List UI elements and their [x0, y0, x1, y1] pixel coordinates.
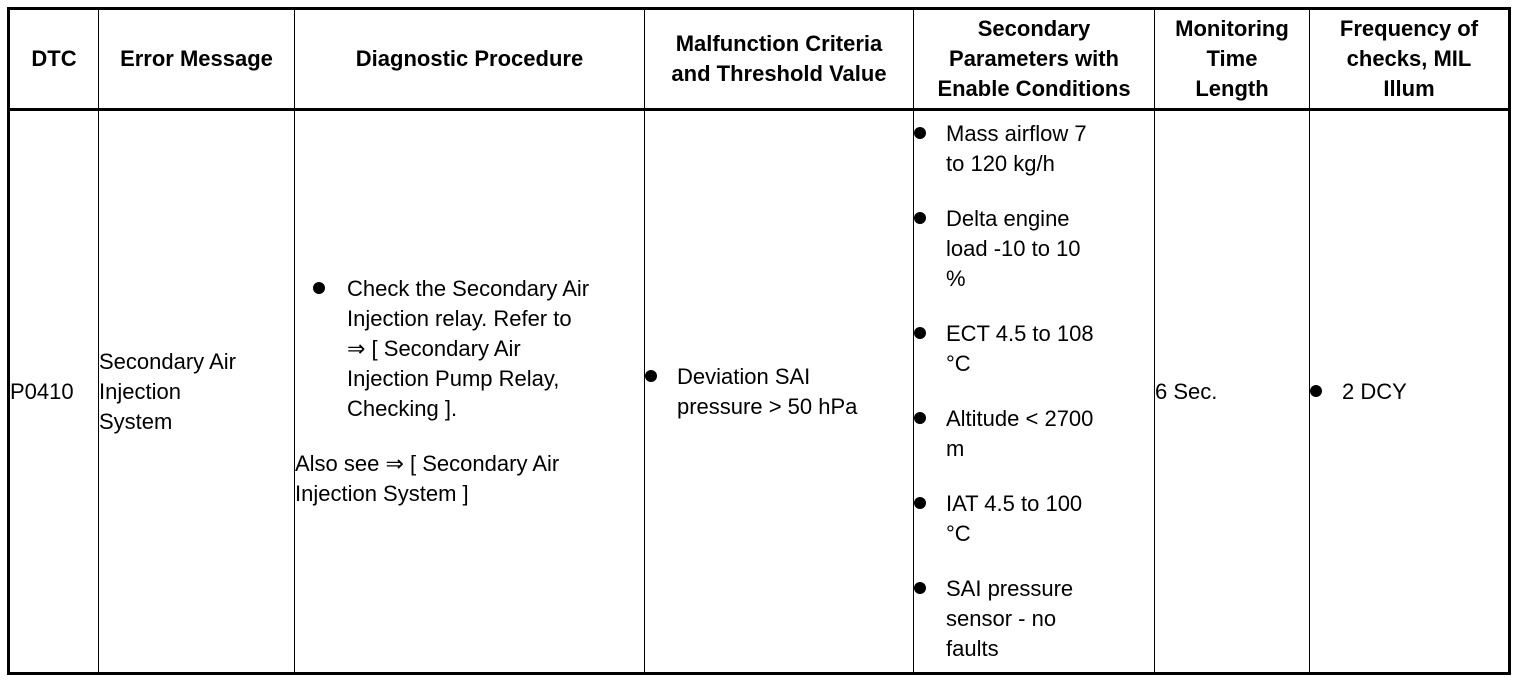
list-item: IAT 4.5 to 100 °C — [914, 489, 1154, 549]
bullet-icon — [914, 497, 926, 509]
diagnostic-bullet-list — [295, 274, 644, 424]
diagnostic-procedure-cell — [295, 110, 645, 674]
bullet-icon — [914, 412, 926, 424]
secondary-parameters-cell — [914, 110, 1155, 674]
table-row — [9, 110, 1510, 674]
list-item: Delta engine load -10 to 10 % — [914, 204, 1154, 294]
header-secondary-parameters: Secondary Parameters with Enable Conditions — [914, 9, 1155, 110]
error-message-cell: Secondary Air Injection System — [99, 110, 295, 674]
header-error-message: Error Message — [99, 9, 295, 110]
malfunction-bullet-list — [645, 362, 913, 422]
bullet-icon — [645, 370, 657, 382]
frequency-bullet-list — [1310, 377, 1508, 407]
bullet-icon — [914, 212, 926, 224]
dtc-code-cell: P0410 — [9, 110, 99, 674]
list-item: SAI pressure sensor - no faults — [914, 574, 1154, 664]
header-malfunction-criteria: Malfunction Criteria and Threshold Value — [645, 9, 914, 110]
bullet-icon — [313, 282, 325, 294]
dtc-table — [7, 7, 1511, 675]
bullet-icon — [914, 127, 926, 139]
list-item: ECT 4.5 to 108 °C — [914, 319, 1154, 379]
header-row — [9, 9, 1510, 110]
malfunction-criteria-cell — [645, 110, 914, 674]
list-item: Mass airflow 7 to 120 kg/h — [914, 119, 1154, 179]
header-monitoring-time: Monitoring Time Length — [1155, 9, 1310, 110]
secondary-bullet-list — [914, 119, 1154, 664]
header-frequency: Frequency of checks, MIL Illum — [1310, 9, 1510, 110]
relay-link[interactable]: ⇒ [ Secondary Air — [347, 336, 521, 361]
list-item: Altitude < 2700 m — [914, 404, 1154, 464]
monitoring-time-cell: 6 Sec. — [1155, 110, 1310, 674]
also-see-link[interactable]: Also see ⇒ [ Secondary Air Injection System ] — [295, 451, 560, 506]
list-item: 2 DCY — [1310, 377, 1508, 407]
list-item: Deviation SAI pressure > 50 hPa — [645, 362, 913, 422]
bullet-icon — [914, 582, 926, 594]
frequency-cell — [1310, 110, 1510, 674]
bullet-icon — [914, 327, 926, 339]
header-diagnostic-procedure: Diagnostic Procedure — [295, 9, 645, 110]
list-item: Check the Secondary Air Injection relay. Refer to ⇒ [ Secondary Air Injection Pump Relay, Checking ]. — [313, 274, 644, 424]
header-dtc: DTC — [9, 9, 99, 110]
bullet-icon — [1310, 385, 1322, 397]
